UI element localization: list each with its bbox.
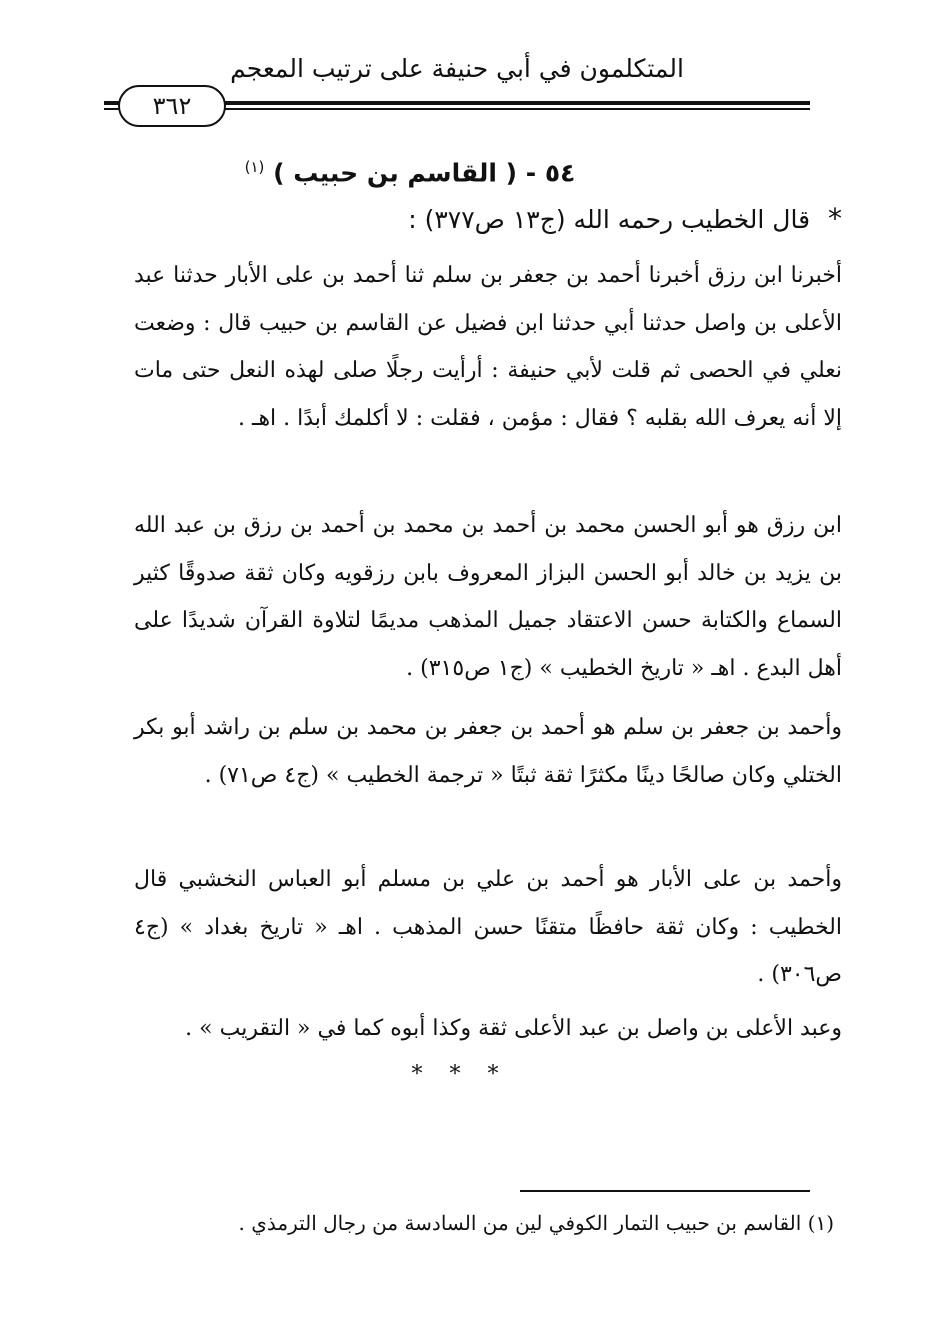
source-citation-text: قال الخطيب رحمه الله (ج١٣ ص٣٧٧) : [408, 205, 811, 234]
entry-title [200, 150, 620, 190]
section-separator: * * * [411, 1062, 509, 1087]
asterisk-icon: * [828, 202, 842, 235]
paragraph-narration: أخبرنا ابن رزق أخبرنا أحمد بن جعفر بن سلم ثنا أحمد بن على الأبار حدثنا عبد الأعلى بن واصل حدثنا أبي حدثنا ابن فضيل عن القاسم بن حبيب قال : وضعت نعلي في الحصى ثم قلت لأبي حنيفة : أرأيت رجلًا صلى لهذه النعل حتى مات إلا أنه يعرف الله بقلبه ؟ فقال : مؤمن ، فقلت : لا أكلمك أبدًا . اهـ . [134, 263, 842, 431]
footnote-text: القاسم بن حبيب التمار الكوفي لين من السادسة من رجال الترمذي . [238, 1211, 802, 1235]
entry-footnote-marker: (١) [244, 158, 265, 176]
paragraph-abd-al-ala: وعبد الأعلى بن واصل بن عبد الأعلى ثقة وكذا أبوه كما في « التقريب » . [185, 1016, 842, 1041]
footnote-marker: (١) [807, 1211, 834, 1235]
footnote-rule [520, 1190, 810, 1192]
paragraph-ahmad-ibn-jafar: وأحمد بن جعفر بن سلم هو أحمد بن جعفر بن محمد بن سلم بن راشد أبو بكر الختلي وكان صالحًا دينًا مكثرًا ثقة ثبتًا « ترجمة الخطيب » (ج٤ ص٧١) . [134, 715, 842, 788]
page-number-badge: ٣٦٢ [118, 85, 226, 127]
footnote [134, 1205, 834, 1241]
running-header-title: المتكلمون في أبي حنيفة على ترتيب المعجم [230, 54, 684, 83]
paragraph-ibn-rizq: ابن رزق هو أبو الحسن محمد بن أحمد بن محمد بن أحمد بن رزق بن عبد الله بن يزيد بن خالد أبو الحسن البزاز المعروف بابن رزقويه وكان ثقة صدوقًا كثير السماع والكتابة حسن الاعتقاد جميل المذهب مديمًا لتلاوة القرآن شديدًا على أهل البدع . اهـ « تاريخ الخطيب » (ج١ ص٣١٥) . [134, 513, 842, 681]
entry-title-text: ٥٤ - ( القاسم بن حبيب ) [273, 158, 576, 188]
source-citation-line [122, 201, 842, 238]
paragraph-ahmad-al-abbar: وأحمد بن على الأبار هو أحمد بن علي بن مسلم أبو العباس النخشبي قال الخطيب : وكان ثقة حافظًا متقنًا حسن المذهب . اهـ « تاريخ بغداد » (ج٤ ص٣٠٦) . [134, 867, 842, 987]
